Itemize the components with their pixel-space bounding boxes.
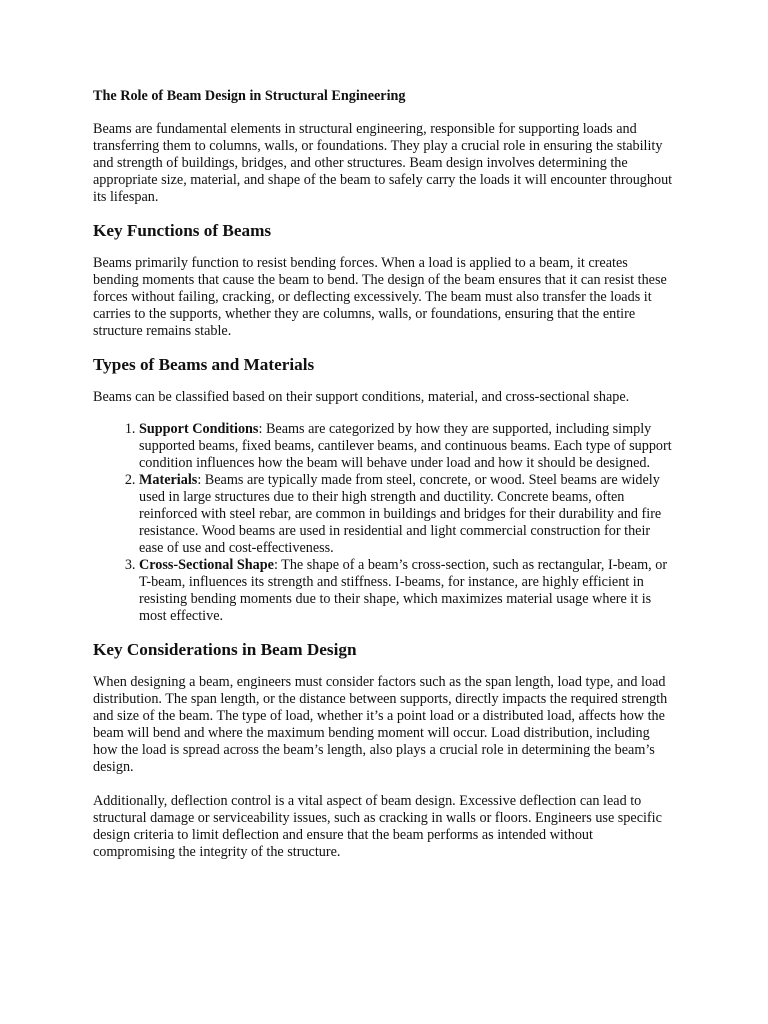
document-page bbox=[93, 88, 675, 861]
heading-key-considerations: Key Considerations in Beam Design bbox=[93, 640, 357, 659]
list-item-term: Support Conditions bbox=[139, 421, 259, 437]
list-item-cross-sectional-shape bbox=[139, 557, 675, 625]
list-item-support-conditions bbox=[139, 421, 675, 472]
list-item-text: : Beams are categorized by how they are supported, including simply supported beams, fixed beams, cantilever beams, and continuous beams. Each type of support condition influences how the beam will behave under load and how it should be designed. bbox=[139, 421, 672, 471]
document-title: The Role of Beam Design in Structural Engineering bbox=[93, 88, 406, 104]
list-item-materials bbox=[139, 472, 675, 557]
list-item-text: : The shape of a beam’s cross-section, such as rectangular, I-beam, or T-beam, influences its strength and stiffness. I-beams, for instance, are highly efficient in resisting bending moments due to their shape, which maximizes material usage where it is most effective. bbox=[139, 557, 668, 624]
types-paragraph: Beams can be classified based on their support conditions, material, and cross-sectional shape. bbox=[93, 389, 630, 405]
key-functions-paragraph: Beams primarily function to resist bending forces. When a load is applied to a beam, it creates bending moments that cause the beam to bend. The design of the beam ensures that it can resist these forces without failing, cracking, or deflecting excessively. The beam must also transfer the loads it carries to the supports, whether they are columns, walls, or foundations, ensuring that the entire structure remains stable. bbox=[93, 255, 667, 339]
beam-types-list bbox=[93, 421, 675, 625]
list-item-text: : Beams are typically made from steel, concrete, or wood. Steel beams are widely used in large structures due to their high strength and ductility. Concrete beams, often reinforced with steel rebar, are common in buildings and bridges for their durability and fire resistance. Wood beams are used in residential and light commercial construction for their ease of use and cost-effectiveness. bbox=[139, 472, 662, 556]
intro-paragraph: Beams are fundamental elements in structural engineering, responsible for supporting loads and transferring them to columns, walls, or foundations. They play a crucial role in ensuring the stability and strength of buildings, bridges, and other structures. Beam design involves determining the appropriate size, material, and shape of the beam to safely carry the loads it will encounter throughout its lifespan. bbox=[93, 121, 673, 205]
list-item-term: Cross-Sectional Shape bbox=[139, 557, 274, 573]
heading-key-functions: Key Functions of Beams bbox=[93, 221, 272, 240]
list-item-term: Materials bbox=[139, 472, 198, 488]
deflection-paragraph: Additionally, deflection control is a vital aspect of beam design. Excessive deflection can lead to structural damage or serviceability issues, such as cracking in walls or floors. Engineers use specific design criteria to limit deflection and ensure that the beam performs as intended without compromising the integrity of the structure. bbox=[93, 793, 662, 860]
heading-types-of-beams: Types of Beams and Materials bbox=[93, 355, 315, 374]
considerations-paragraph: When designing a beam, engineers must consider factors such as the span length, load type, and load distribution. The span length, or the distance between supports, directly impacts the required strength and size of the beam. The type of load, whether it’s a point load or a distributed load, affects how the beam will bend and where the maximum bending moment will occur. Load distribution, including how the load is spread across the beam’s length, also plays a crucial role in determining the beam’s design. bbox=[93, 674, 668, 775]
